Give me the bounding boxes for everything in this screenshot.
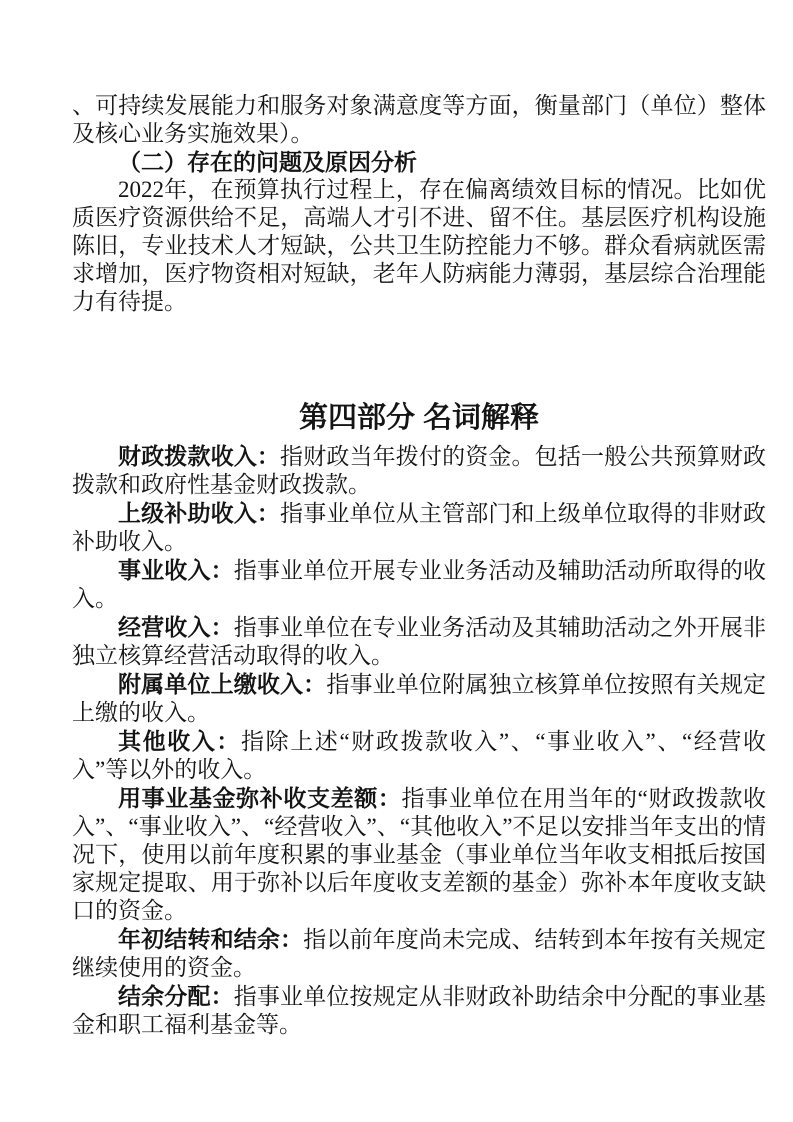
glossary-item — [72, 442, 766, 499]
term-name: 事业收入： — [118, 557, 234, 583]
glossary-list — [72, 442, 766, 1039]
term-name: 财政拨款收入： — [118, 443, 281, 469]
term-name: 用事业基金弥补收支差额： — [118, 785, 402, 811]
term-name: 年初结转和结余： — [118, 926, 304, 952]
term-definition: 指事业单位附属独立核算单位按照有关规定上缴的收入。 — [72, 672, 767, 725]
glossary-item — [72, 613, 766, 670]
term-definition: 指事业单位在用当年的“财政拨款收入”、“事业收入”、“经营收入”、“其他收入”不足以安排当年支出的情况下，使用以前年度积累的事业基金（事业单位当年收支相抵后按国家规定提取、用于弥补以后年度收支差额的基金）弥补本年度收支缺口的资金。 — [72, 786, 767, 923]
glossary-item — [72, 727, 766, 784]
term-name: 其他收入： — [118, 728, 242, 754]
term-definition: 指事业单位按规定从非财政补助结余中分配的事业基金和职工福利基金等。 — [72, 984, 767, 1037]
term-definition: 指事业单位从主管部门和上级单位取得的非财政补助收入。 — [72, 501, 767, 554]
glossary-item — [72, 556, 766, 613]
term-definition: 指事业单位在专业业务活动及其辅助活动之外开展非独立核算经营活动取得的收入。 — [72, 615, 767, 668]
glossary-item — [72, 499, 766, 556]
term-name: 附属单位上缴收入： — [118, 671, 327, 697]
glossary-item — [72, 670, 766, 727]
glossary-item — [72, 784, 766, 925]
term-definition: 指除上述“财政拨款收入”、“事业收入”、“经营收入”等以外的收入。 — [72, 729, 766, 782]
term-definition: 指以前年度尚未完成、结转到本年按有关规定继续使用的资金。 — [72, 927, 767, 980]
term-name: 上级补助收入： — [118, 500, 281, 526]
term-definition: 指财政当年拨付的资金。包括一般公共预算财政拨款和政府性基金财政拨款。 — [72, 444, 767, 497]
glossary-item — [72, 925, 766, 982]
term-name: 经营收入： — [118, 614, 234, 640]
part4-title: 第四部分 名词解释 — [298, 402, 540, 434]
document-content — [72, 92, 766, 1039]
glossary-item — [72, 982, 766, 1039]
section-heading-problems: （二）存在的问题及原因分析 — [118, 149, 417, 175]
term-definition: 指事业单位开展专业业务活动及辅助活动所取得的收入。 — [72, 558, 767, 611]
term-name: 结余分配： — [118, 983, 234, 1009]
paragraph-problems: 2022年，在预算执行过程上，存在偏离绩效目标的情况。比如优质医疗资源供给不足，高端人才引不进、留不住。基层医疗机构设施陈旧，专业技术人才短缺，公共卫生防控能力不够。群众看病就医需求增加，医疗物资相对短缺，老年人防病能力薄弱，基层综合治理能力有待提。 — [72, 177, 766, 314]
paragraph-continuation: 、可持续发展能力和服务对象满意度等方面，衡量部门（单位）整体及核心业务实施效果）。 — [72, 93, 766, 146]
